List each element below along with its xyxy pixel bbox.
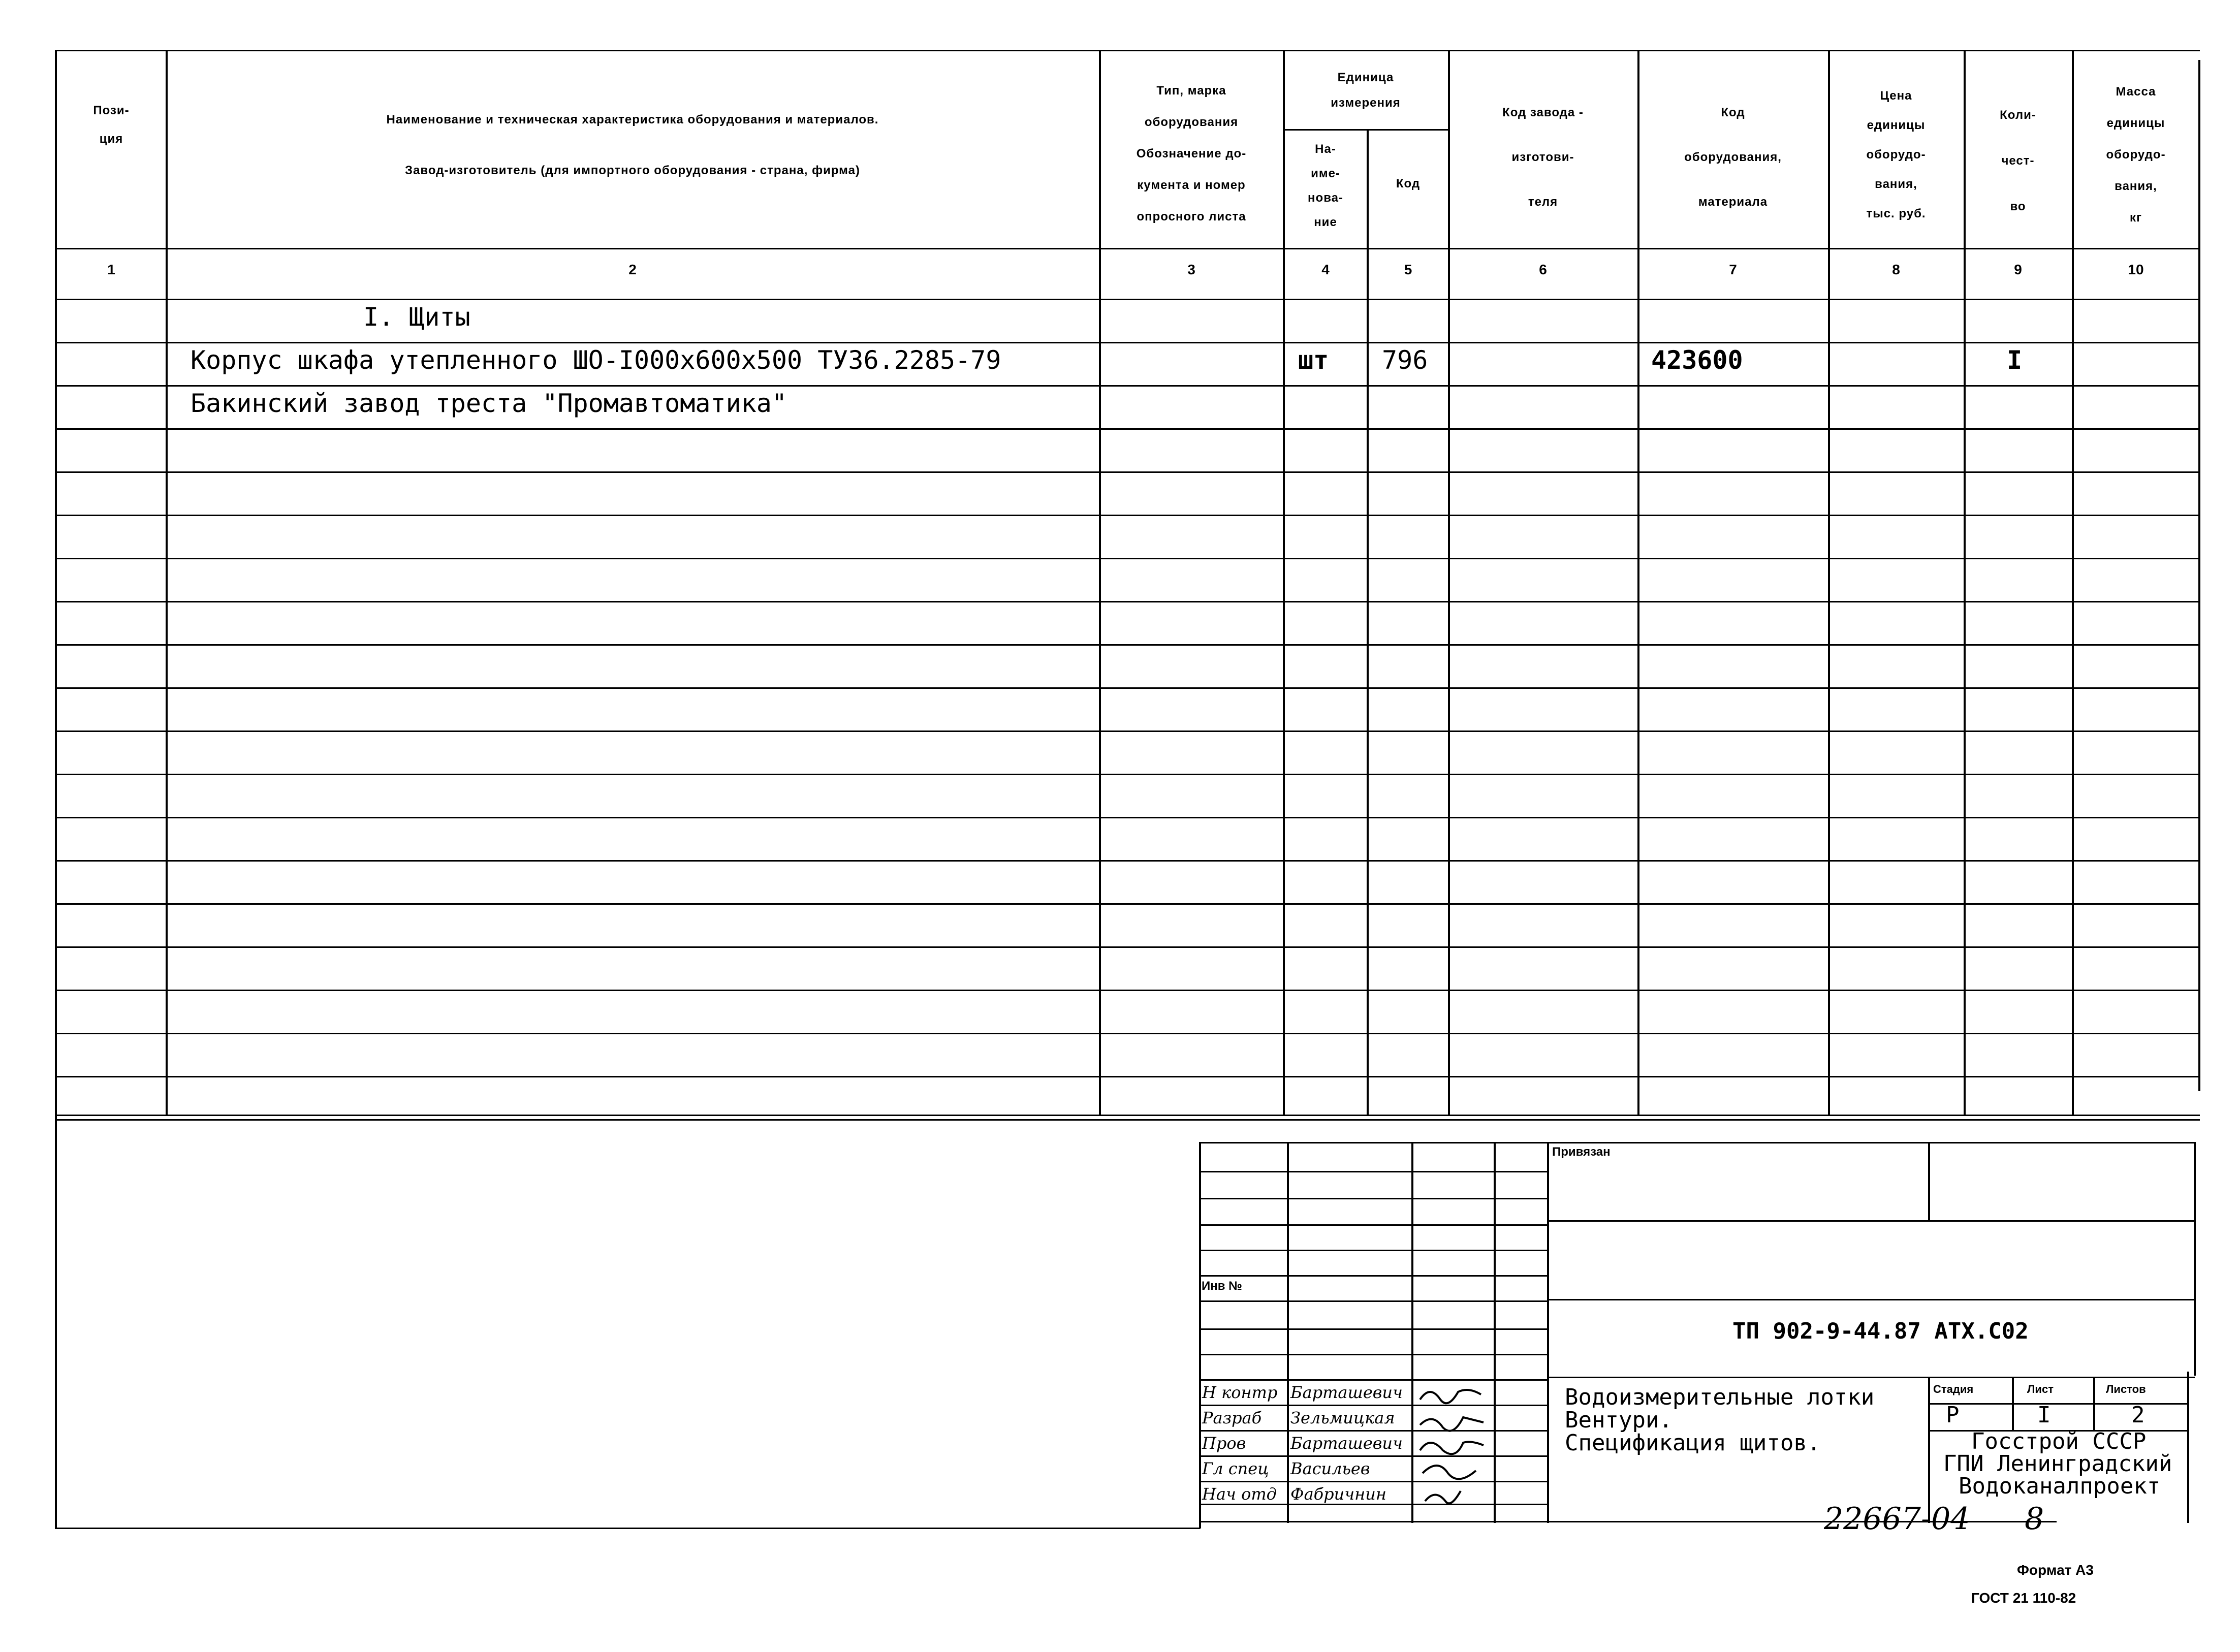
colnum-6: 6 [1539,262,1547,277]
table-row-line [56,558,2200,559]
table-row-line [56,903,2200,905]
title-block-row-line [1199,1275,1549,1277]
title-block-row-line [1199,1300,1549,1302]
table-row-line [56,1076,2200,1077]
col9-header: Коли- чест- во [2000,108,2036,213]
title-block-row-line [1199,1504,1549,1505]
title-block-row-line [1199,1405,1549,1406]
format-label: Формат А3 [2017,1562,2094,1578]
table-row-line [56,990,2200,991]
item-quantity: I [2007,345,2023,375]
privyazan-label: Привязан [1552,1145,1611,1159]
table-row-line [56,687,2200,689]
col2-header-line1: Наименование и техническая характеристика оборудования и материалов. [386,113,879,126]
name-1: Барташевич [1290,1383,1403,1402]
role-razrab: Разраб [1202,1408,1262,1427]
table-row-line [56,601,2200,602]
col8-header: Цена единицы оборудо- вания, тыс. руб. [1866,89,1926,220]
frame-bottom-left [55,1528,1201,1529]
item-name: Корпус шкафа утепленного ШО-I000х600х500 ТУ36.2285-79 [191,345,1001,375]
name-2: Зельмицкая [1290,1408,1395,1427]
title-block-row-line [1199,1379,1549,1381]
document-code: ТП 902-9-44.87 АТХ.С02 [1732,1318,2029,1344]
col1-header: Пози- ция [93,104,130,146]
item-unit: шт [1298,345,1329,375]
colnum-7: 7 [1729,262,1737,277]
doc-title-line3: Спецификация щитов. [1565,1430,1821,1456]
table-row-line [56,428,2200,430]
colnum-3: 3 [1187,262,1195,277]
sheet-label: Лист [2027,1383,2054,1395]
doc-title-line1: Водоизмерительные лотки [1565,1384,1875,1410]
col2-header-line2: Завод-изготовитель (для импортного оборудования - страна, фирма) [405,164,860,177]
table-row-line [56,515,2200,516]
col3-header: Тип, марка оборудования Обозначение до- кумента и номер опросного листа [1136,84,1247,224]
role-prov: Пров [1202,1434,1246,1453]
title-block-row-line [1199,1328,1549,1330]
col6-header: Код завода - изготови- теля [1502,106,1584,209]
title-block-row-line [1199,1430,1549,1432]
title-block-row-line [1199,1198,1549,1199]
colnum-1: 1 [107,262,115,277]
sheet-value: I [2037,1402,2051,1428]
item-unit-code: 796 [1382,345,1428,375]
table-row-line [56,774,2200,775]
colnum-2: 2 [628,262,637,277]
col7-header: Код оборудования, материала [1684,106,1782,209]
name-3: Барташевич [1290,1434,1403,1453]
title-block-row-line [1199,1354,1549,1355]
table-row-line [56,817,2200,818]
name-4: Васильев [1290,1459,1370,1478]
title-block-row-line [1199,1171,1549,1172]
role-n-kontr: Н контр [1202,1383,1278,1402]
table-row-line [56,860,2200,862]
org-line2: ГПИ Ленинградский [1943,1451,2172,1477]
colnum-5: 5 [1404,262,1412,277]
role-gl-spec: Гл спец [1202,1459,1269,1478]
table-row-line [56,1033,2200,1034]
title-block-row-line [1199,1481,1549,1482]
sheets-label: Листов [2106,1383,2146,1395]
col4-header: На- име- нова- ние [1308,142,1343,229]
title-block-row-line [1199,1455,1549,1457]
title-block-row-line [1199,1224,1549,1226]
table-row-line [56,385,2200,387]
gost-label: ГОСТ 21 110-82 [1971,1590,2076,1606]
archive-number: 22667-04 [1824,1501,1970,1537]
table-row-line [56,644,2200,646]
title-block-row-line [1199,1250,1549,1251]
org-line1: Госстрой СССР [1971,1428,2147,1454]
colnum-10: 10 [2128,262,2144,277]
table-row-line [56,342,2200,343]
col45-header: Единица измерения [1331,71,1401,110]
colnum-9: 9 [2014,262,2022,277]
colnum-4: 4 [1321,262,1330,277]
role-nach-otd: Нач отд [1202,1484,1277,1504]
sheets-value: 2 [2131,1402,2145,1428]
stage-value: Р [1946,1402,1960,1428]
signature-scribbles [1415,1379,1494,1521]
colnum-8: 8 [1892,262,1900,277]
section-title: I. Щиты [363,302,470,332]
col5-header: Код [1396,177,1421,190]
inv-no-label: Инв № [1202,1279,1242,1293]
name-5: Фабричнин [1290,1484,1386,1504]
doc-title-line2: Вентури. [1565,1407,1673,1433]
stage-label: Стадия [1933,1383,1974,1395]
org-line3: Водоканалпроект [1959,1473,2161,1499]
manufacturer: Бакинский завод треста "Промавтоматика" [191,389,787,418]
table-row-line [56,1119,2200,1121]
table-row-line [56,471,2200,473]
table-bottom-line [56,1115,2200,1116]
page-number: 8 [2025,1501,2044,1537]
table-row-line [56,730,2200,732]
item-code: 423600 [1651,345,1743,375]
col10-header: Масса единицы оборудо- вания, кг [2106,85,2166,225]
table-row-line [56,946,2200,948]
